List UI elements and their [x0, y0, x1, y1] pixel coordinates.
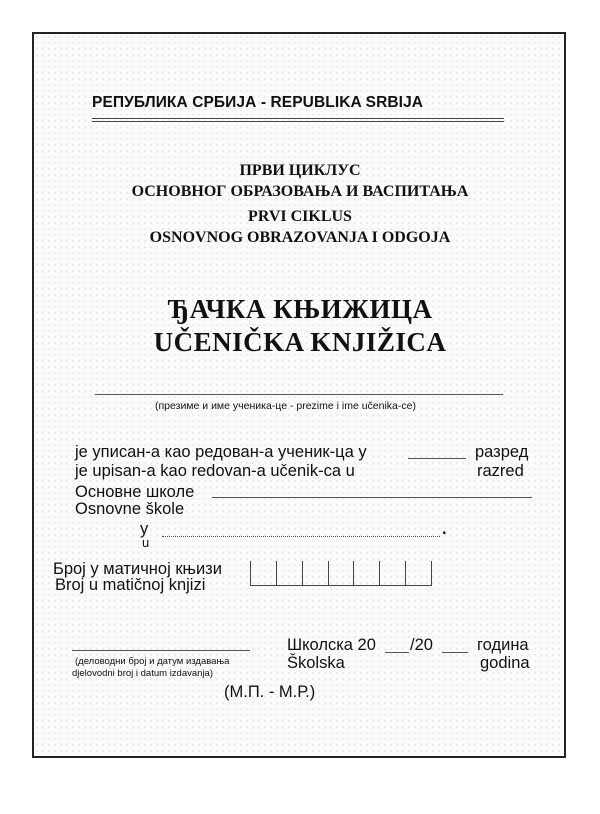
- grade-line: [408, 458, 466, 459]
- grade-label-cyr: разред: [475, 443, 529, 461]
- register-number-box: [302, 561, 328, 585]
- school-year-blank-1: [385, 652, 409, 653]
- issue-caption-line-2: djelovodni broj i datum izdavanja): [72, 668, 213, 679]
- register-number-boxes: [250, 561, 432, 586]
- student-name-caption: (презиме и име ученика-це - prezime i ime učenika-ce): [155, 400, 416, 412]
- school-year-suffix-lat: godina: [480, 654, 530, 672]
- school-year-suffix-cyr: година: [477, 636, 529, 654]
- school-name-line: [212, 497, 532, 498]
- place-period: .: [442, 520, 447, 538]
- place-label-lat: u: [142, 535, 150, 550]
- stamp-placeholder: (М.П. - М.Р.): [224, 683, 316, 701]
- register-number-box: [379, 561, 405, 585]
- register-label-lat: Broj u matičnoj knjizi: [55, 576, 206, 594]
- register-number-box: [328, 561, 354, 585]
- place-line: [162, 536, 440, 537]
- header-rule-top: [92, 118, 504, 119]
- school-year-blank-2: [442, 652, 468, 653]
- school-label-cyr: Основне школе: [75, 483, 195, 501]
- school-year-mid-cyr: /20: [410, 636, 433, 654]
- issue-caption-line-1: (деловодни број и датум издавања: [75, 656, 230, 667]
- cycle-line-4: OSNOVNOG OBRAZOVANJA I ODGOJA: [149, 229, 451, 246]
- cycle-line-3: PRVI CIKLUS: [248, 208, 352, 225]
- register-number-box: [405, 561, 432, 585]
- enrolled-text-lat: je upisan-a kao redovan-a učenik-ca u: [75, 462, 355, 480]
- place-label-cyr: у: [140, 520, 149, 538]
- student-name-line: [95, 394, 503, 395]
- republic-heading: РЕПУБЛИКА СРБИЈА - REPUBLIKA SRBIJA: [92, 94, 424, 111]
- cycle-line-2: ОСНОВНОГ ОБРАЗОВАЊА И ВАСПИТАЊА: [131, 183, 469, 200]
- grade-label-lat: razred: [477, 462, 524, 480]
- register-label-cyr: Број у матичној књизи: [53, 560, 222, 578]
- header-rule-bottom: [92, 121, 504, 122]
- register-number-box: [276, 561, 302, 585]
- register-number-box: [353, 561, 379, 585]
- school-label-lat: Osnovne škole: [75, 500, 185, 518]
- enrolled-text-cyr: је уписан-а као редован-а ученик-ца у: [75, 443, 367, 461]
- title-cyrillic: ЂАЧКА КЊИЖИЦА: [167, 294, 433, 324]
- issue-number-line: [72, 650, 250, 651]
- register-number-box: [250, 561, 276, 585]
- title-latin: UČENIČKA KNJIŽICA: [153, 327, 447, 357]
- school-year-prefix-lat: Školska: [287, 654, 345, 672]
- cycle-line-1: ПРВИ ЦИКЛУС: [239, 162, 361, 179]
- school-year-prefix-cyr: Школска 20: [287, 636, 376, 654]
